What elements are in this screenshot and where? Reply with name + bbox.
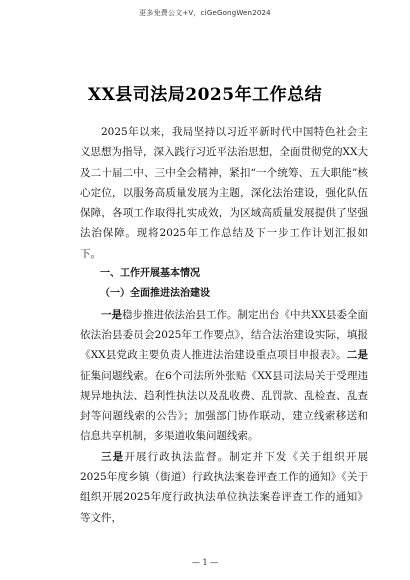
paragraph-1-lead: 一是 [101, 308, 123, 321]
subsection-heading: （一）全面推进法治建设 [100, 288, 210, 300]
paragraph-2-text: 开展行政执法监督。制定并下发《关于组织开展2025年度乡镇（街道）行政执法案卷评查工作的通知》《关于组织开展2025年度行政执法单位执法案卷评查工作的通知》等文件， [80, 450, 369, 524]
paragraph-1-lead-2: 二是 [346, 349, 369, 362]
intro-paragraph: 2025年以来，我局坚持以习近平新时代中国特色社会主义思想为指导，深入践行习近平法治思想，全面贯彻党的XX大及二十届二中、三中全会精神，紧扣“一个统筹、五大职能”核心定位，以服务高质量发展为主题，深化法治建设，强化队伍保障，各项工作取得扎实成效，为区域高质量发展提供了坚强法治保障。现将2025年工作总结及下一步工作计划汇报如下。 [80, 126, 368, 260]
paragraph-1 [80, 305, 368, 447]
section-heading: 一、工作开展基本情况 [100, 268, 200, 280]
paragraph-2 [80, 447, 368, 528]
document-title: XX县司法局2025年工作总结 [87, 85, 323, 105]
paragraph-1-text-2: 征集问题线索。在6个司法所外张贴《XX县司法局关于受理违规异地执法、趋利性执法以及乱收费、乱罚款、乱检查、乱查封等问题线索的公告》；加强部门协作联动，建立线索移送和信息共享机制，多渠道收集问题线索。 [80, 369, 368, 443]
paragraph-1-text: 稳步推进依法治县工作。制定出台《中共XX县委全面依法治县委员会2025年工作要点》，结合法治建设实际，填报《XX县党政主要负责人推进法治建设重点项目申报表》。 [80, 308, 369, 362]
paragraph-2-lead: 三是 [101, 450, 125, 463]
header-note: 更多免费公文+V，ciGeGongWen2024 [139, 9, 271, 17]
page-number: — 1 — [191, 558, 219, 567]
document-body [80, 122, 368, 528]
